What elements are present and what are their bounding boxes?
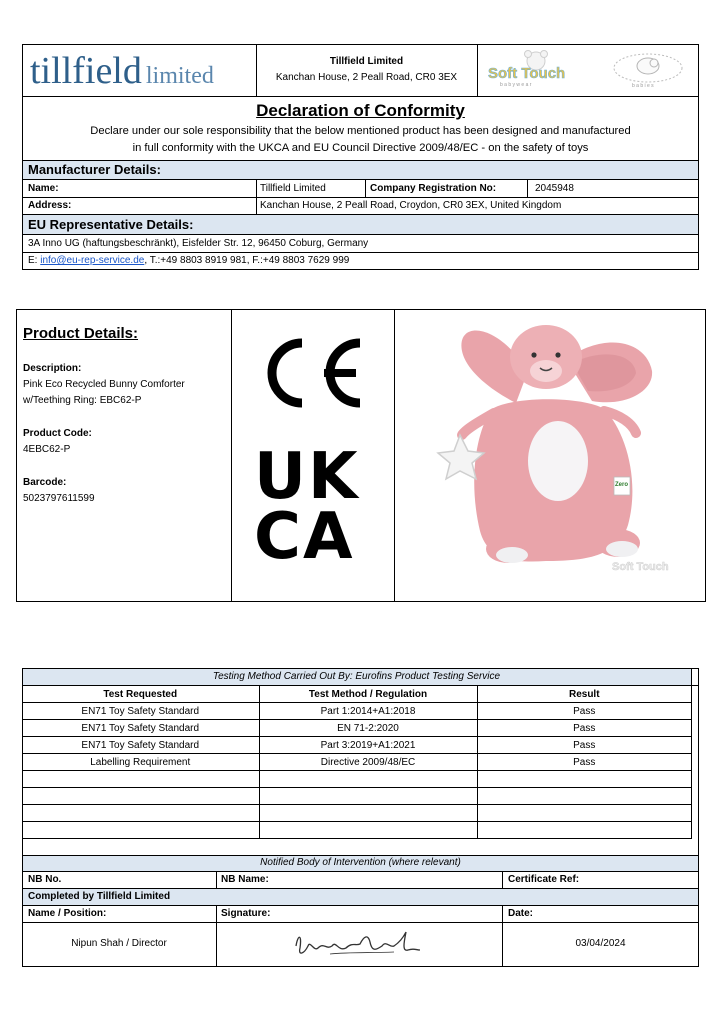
declaration-line-1: Declare under our sole responsibility that the below mentioned product has been designed and manufactured xyxy=(90,125,631,137)
test-method-header: Test Method / Regulation xyxy=(259,686,477,703)
test-requested-header: Test Requested xyxy=(22,686,259,703)
softtouch-logo-sub: b a b y w e a r xyxy=(500,82,532,88)
test-requested-cell xyxy=(22,822,259,839)
barcode-value: 5023797611599 xyxy=(23,493,95,504)
eu-rep-contact xyxy=(28,256,349,266)
bunny-comforter-image xyxy=(396,311,704,600)
result-cell xyxy=(477,788,691,805)
ce-mark-icon xyxy=(254,335,366,411)
ukca-mark-icon xyxy=(254,440,370,574)
table-row xyxy=(22,805,691,822)
registration-value: 2045948 xyxy=(535,183,574,194)
manufacturer-address-label: Address: xyxy=(28,200,72,211)
test-requested-cell: EN71 Toy Safety Standard xyxy=(22,737,259,754)
test-method-cell xyxy=(259,771,477,788)
result-cell: Pass xyxy=(477,737,691,754)
test-requested-cell xyxy=(22,771,259,788)
tillfield-logo-word: tillfield xyxy=(30,50,142,92)
test-method-cell: Part 1:2014+A1:2018 xyxy=(259,703,477,720)
table-row xyxy=(22,771,691,788)
manufacturer-name-label: Name: xyxy=(28,183,59,194)
certificate-ref-label: Certificate Ref: xyxy=(508,874,580,885)
ukca-line-2: CA xyxy=(254,500,355,574)
test-method-cell xyxy=(259,822,477,839)
nb-no-label: NB No. xyxy=(28,874,62,885)
description-line-1: Pink Eco Recycled Bunny Comforter xyxy=(23,379,185,390)
test-requested-cell: Labelling Requirement xyxy=(22,754,259,771)
eu-rep-phone-fax: , T.:+49 8803 8919 981, F.:+49 8803 7629 999 xyxy=(144,255,350,266)
test-method-cell: Part 3:2019+A1:2021 xyxy=(259,737,477,754)
product-code-value: 4EBC62-P xyxy=(23,444,71,455)
manufacturer-address-value: Kanchan House, 2 Peall Road, Croydon, CR0 3EX, United Kingdom xyxy=(260,200,562,211)
test-method-cell: Directive 2009/48/EC xyxy=(259,754,477,771)
table-row xyxy=(22,737,691,754)
declaration-line-2: in full conformity with the UKCA and EU Council Directive 2009/48/EC - on the safety of toys xyxy=(132,142,589,154)
name-position-value: Nipun Shah / Director xyxy=(71,938,167,949)
tillfield-logo-limited: limited xyxy=(145,63,214,89)
date-value: 03/04/2024 xyxy=(575,938,626,949)
tillfield-logo xyxy=(30,52,214,90)
handwritten-signature xyxy=(290,926,430,962)
company-name: Tillfield Limited xyxy=(329,56,404,67)
eu-rep-heading: EU Representative Details: xyxy=(28,217,194,232)
result-header: Result xyxy=(477,686,691,703)
sheep-logo-text: b a b i e s xyxy=(632,83,654,89)
barcode-label: Barcode: xyxy=(23,477,67,488)
manufacturer-name-value: Tillfield Limited xyxy=(260,183,326,194)
testing-banner: Testing Method Carried Out By: Eurofins Product Testing Service xyxy=(212,671,501,682)
table-row xyxy=(22,754,691,771)
description-line-2: w/Teething Ring: EBC62-P xyxy=(23,395,142,406)
product-image-watermark: Soft Touch xyxy=(612,561,669,573)
eu-rep-email-link[interactable]: info@eu-rep-service.de xyxy=(40,255,145,266)
test-requested-cell xyxy=(22,788,259,805)
test-requested-cell: EN71 Toy Safety Standard xyxy=(22,703,259,720)
softtouch-logo-text: Soft Touch xyxy=(488,65,566,82)
test-requested-cell xyxy=(22,805,259,822)
completed-by-label: Completed by Tillfield Limited xyxy=(28,891,171,902)
manufacturer-heading: Manufacturer Details: xyxy=(28,162,161,177)
result-cell: Pass xyxy=(477,703,691,720)
table-row xyxy=(22,720,691,737)
table-row xyxy=(22,703,691,720)
description-label: Description: xyxy=(23,363,82,374)
result-cell xyxy=(477,805,691,822)
notified-banner: Notified Body of Intervention (where relevant) xyxy=(260,857,461,868)
result-cell xyxy=(477,771,691,788)
eu-rep-email-label: E: xyxy=(28,255,38,266)
softtouch-logo xyxy=(486,48,576,92)
eu-rep-address: 3A Inno UG (haftungsbeschränkt), Eisfelder Str. 12, 96450 Coburg, Germany xyxy=(28,238,369,249)
date-label: Date: xyxy=(508,908,534,919)
test-method-cell xyxy=(259,805,477,822)
test-method-cell: EN 71-2:2020 xyxy=(259,720,477,737)
name-position-label: Name / Position: xyxy=(28,908,107,919)
table-row xyxy=(22,788,691,805)
result-cell: Pass xyxy=(477,720,691,737)
result-cell: Pass xyxy=(477,754,691,771)
product-code-label: Product Code: xyxy=(23,428,92,439)
result-cell xyxy=(477,822,691,839)
company-address: Kanchan House, 2 Peall Road, CR0 3EX xyxy=(275,72,458,83)
product-heading: Product Details: xyxy=(23,325,139,342)
table-row xyxy=(22,822,691,839)
test-method-cell xyxy=(259,788,477,805)
test-requested-cell: EN71 Toy Safety Standard xyxy=(22,720,259,737)
testing-table xyxy=(22,685,691,839)
ukca-line-1: UK xyxy=(254,440,360,514)
signature-label: Signature: xyxy=(221,908,271,919)
document-title: Declaration of Conformity xyxy=(256,101,465,120)
registration-label: Company Registration No: xyxy=(370,183,497,194)
sheep-logo xyxy=(604,48,692,92)
bunny-tag-label: Zero xyxy=(615,482,629,488)
nb-name-label: NB Name: xyxy=(221,874,269,885)
